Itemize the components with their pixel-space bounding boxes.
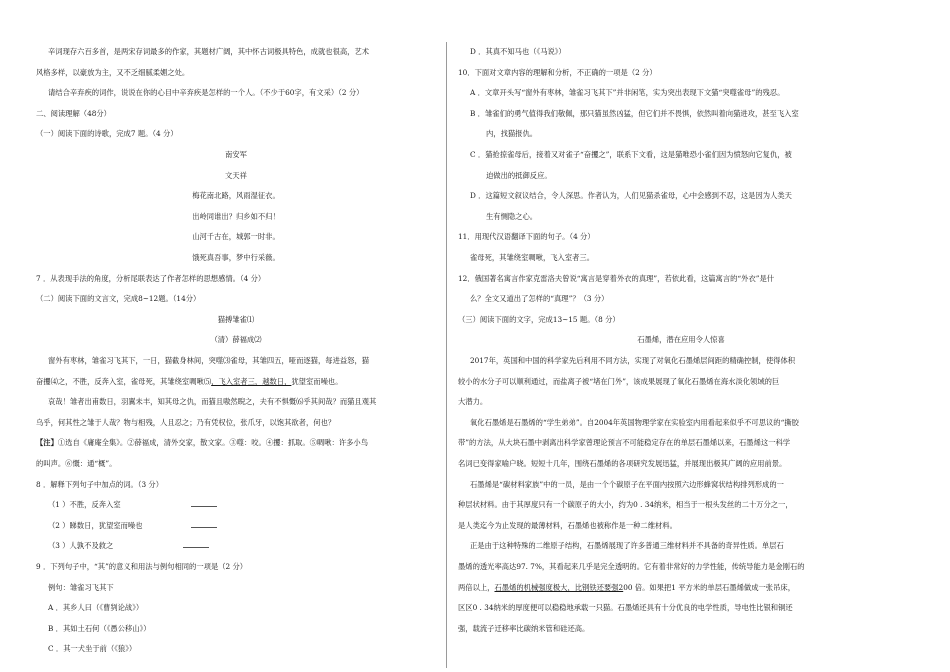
line-text: 奋攫⑷之，不胜，反奔入室，雀母死，其雏绕室啁啾⑸ <box>36 376 212 386</box>
text-line <box>458 377 779 387</box>
line-text: ①选自《庸庵全集》。②薛福成，清外交家，散文家。③噬：咬。④攫：抓取。⑤啁啾：许多小鸟 <box>57 438 369 448</box>
text-line <box>458 603 793 613</box>
text-line <box>458 459 786 469</box>
text-line <box>470 191 792 201</box>
line-text: 雀母死，其雏绕室啁啾，飞入室者三。 <box>470 253 595 262</box>
text-line <box>458 232 595 242</box>
text-line <box>458 624 589 634</box>
line-text: 请结合辛弃疾的词作，说说在你的心目中辛弃疾是怎样的一个人。（不少于60字，有文采）（2 分） <box>48 88 364 98</box>
text-line <box>48 624 151 634</box>
line-text: 梅花南北路，风雨湿征衣。 <box>192 191 280 201</box>
line-text: 出岭同谁出？归乡如不归！ <box>192 211 280 221</box>
text-line <box>36 377 342 387</box>
line-text: B ．其如土石何（《愚公移山》） <box>48 623 151 633</box>
text-line <box>36 438 368 448</box>
text-line <box>458 583 795 593</box>
line-text: 乌乎，何其性之雏于人哉？物与相残，人且忍之；乃有凭权位，张爪牙，以饱其欲者，何也？ <box>36 417 336 427</box>
text-line <box>48 583 114 593</box>
line-text: 带”的方法，从大块石墨中剥离出科学家曾理论预言不可能稳定存在的单层石墨烯以来，石墨烯这一科学 <box>458 438 791 448</box>
line-text: 例句：雏雀习飞其下 <box>48 582 114 592</box>
line-text: 犹望室而噪也。 <box>291 376 343 386</box>
line-text: 较小的水分子可以顺利通过，而盐离子被“堵在门外”，该成果展现了氧化石墨烯在海水淡化领域的巨 <box>458 376 780 386</box>
line-text: 两倍以上， <box>458 582 495 592</box>
line-text: C ．猫抢掠雀母后，接着又对雀子“奋攫之”，联系下文看，这是猫唯恐小雀们因为愤怒向它复仇，被 <box>470 150 792 159</box>
text-line <box>48 644 136 654</box>
line-text: 文天祥 <box>225 170 247 180</box>
line-text: 二、阅读理解（48分） <box>36 108 111 118</box>
text-line <box>36 562 247 572</box>
line-text: 9 ．下列句子中，“其”的意义和用法与例句相同的一项是（2 分） <box>36 562 248 571</box>
line-text: 12．俄国著名寓言作家克雷洛夫曾说“寓言是穿着外衣的真理”，若依此看，这篇寓言的“外衣”是什 <box>458 273 775 283</box>
line-text: 哀哉！雏者出甫数日，羽翼未丰，知其母之仇，而猫且嗷然睨之，夫有不惧慨⑹乎其间哉？而猫且观其 <box>48 397 377 407</box>
line-text: D ．这篇短文叙议结合，令人深思。作者认为，人们见猫杀雀母，心中会感到不忍，这是因为人类天 <box>470 191 792 201</box>
answer-blank[interactable] <box>191 500 217 507</box>
line-text: B ．雏雀们的勇气值得我们敬佩，那只猫虽然凶猛，但它们并不畏惧，依然叫着向猫进攻，甚至飞入室 <box>470 108 799 118</box>
text-line <box>470 150 792 160</box>
text-line <box>48 541 209 551</box>
line-text: D ．其真不知马也（《马说》） <box>470 47 566 56</box>
text-line <box>36 294 200 304</box>
text-line <box>470 356 795 366</box>
text-line <box>48 500 217 510</box>
text-line <box>458 335 904 345</box>
line-text: A ．文章开头写“窗外有枣林，雏雀习飞其下”并非闲笔，实为突出表现下文猫“突噬雀母”的残忍。 <box>470 88 785 98</box>
text-line <box>36 68 189 78</box>
answer-blank[interactable] <box>191 521 217 528</box>
line-text: 的叫声。⑥慨：通“概”。 <box>36 459 117 468</box>
text-line <box>458 397 487 407</box>
line-text: 8 ．解释下列句子中加点的词。（3 分） <box>36 479 164 489</box>
line-text: 风格多样，以豪放为主，又不乏细腻柔媚之处。 <box>36 67 190 77</box>
line-text: 7 ．从表现手法的角度，分析尾联表达了作者怎样的思想感情。（4 分） <box>36 273 266 283</box>
line-text: A ．其乡人曰（《曹刿论战》） <box>48 603 144 613</box>
text-line <box>36 109 111 119</box>
text-line <box>470 88 784 98</box>
line-text: 猫搏雏雀⑴ <box>217 314 255 324</box>
line-text: 饿死真吾事，梦中行采薇。 <box>192 253 280 262</box>
text-line <box>486 171 552 181</box>
line-text: （1 ）不胜，反奔入室 <box>48 500 121 510</box>
text-line <box>48 47 369 57</box>
text-line <box>36 274 265 284</box>
answer-blank[interactable] <box>183 541 209 548</box>
text-line <box>36 212 436 222</box>
text-line <box>36 232 436 242</box>
column-divider <box>446 42 447 668</box>
line-text: 窗外有枣林，雏雀习飞其下，一日，猫截身林间，突噬⑶雀母，其雏四五，哑而逐猫，每进益怒，猫 <box>48 356 370 365</box>
line-text: 迫做出的抵御反应。 <box>486 170 552 180</box>
line-text: 么？全文又道出了怎样的“真理”？（3 分） <box>470 294 609 304</box>
line-text: （清）薛福成⑵ <box>210 335 262 345</box>
text-line <box>36 459 116 469</box>
text-line <box>36 129 178 139</box>
line-text: 石墨烯是“碳材料家族”中的一员，是由一个个碳原子在平面内按照六边形蜂窝状结构排列形成的一 <box>470 479 784 489</box>
text-line <box>36 171 436 181</box>
note-label: 【注】 <box>36 438 58 448</box>
text-line <box>48 603 143 613</box>
line-text: 生有恻隐之心。 <box>486 211 538 221</box>
line-text: 种层状材料。由于其厚度只有一个碳原子的大小，约为0 . 34纳米，相当于一根头发丝的二十万分之一， <box>458 500 793 510</box>
line-text: 南安军 <box>225 150 247 159</box>
line-text: 10．下面对文章内容的理解和分析，不正确的一项是（2 分） <box>458 67 657 77</box>
text-line <box>458 315 620 325</box>
line-text: 11．用现代汉语翻译下面的句子。（4 分） <box>458 232 595 242</box>
text-line <box>458 562 805 572</box>
text-line <box>48 521 217 531</box>
text-line <box>470 109 799 119</box>
text-line <box>470 418 799 428</box>
text-line <box>486 129 537 139</box>
underlined-text: 石墨烯的机械强度极大，比钢铁还要强2 <box>494 582 624 592</box>
text-line <box>36 335 436 345</box>
text-line <box>470 294 608 304</box>
line-text: （3 ）人孰不及救之 <box>48 541 114 551</box>
line-text: 区区0 . 34纳米的厚度便可以稳稳地承载一只猫。石墨烯还具有十分优良的电学性质，导电性比银和铜还 <box>458 603 793 613</box>
text-line <box>48 397 376 407</box>
underlined-text: ，飞入室者三，越数日， <box>211 376 292 386</box>
text-line <box>36 418 335 428</box>
line-text: 00 倍。如果把1 平方米的单层石墨烯做成一张吊床， <box>623 582 795 592</box>
text-line <box>36 253 436 263</box>
line-text: 2017年，英国和中国的科学家先后利用不同方法，实现了对氧化石墨烯层间距的精确控制，使得体积 <box>470 356 796 365</box>
line-text: 强，载流子迁移率比碳纳米管和硅还高。 <box>458 623 590 633</box>
line-text: 名词已变得家喻户晓。短短十几年，围绕石墨烯的各项研究发展迅猛，并展现出极其广阔的应用前景。 <box>458 459 787 468</box>
line-text: 墨烯的透光率高达97. 7%，其看起来几乎是完全透明的。它有着非常好的力学性能，传统导能力是金刚石的 <box>458 562 805 571</box>
line-text: （2 ）睇数日，犹望室而噪也 <box>48 520 143 530</box>
text-line <box>470 253 594 263</box>
text-line <box>458 68 657 78</box>
text-line <box>48 356 369 366</box>
text-line <box>36 480 163 490</box>
line-text: 辛词现存六百多首，是两宋存词最多的作家，其题材广阔，其中怀古词极具特色，成就也很高，艺术 <box>48 47 370 56</box>
line-text: （一）阅读下面的诗歌，完成7 题。（4 分） <box>36 129 178 139</box>
text-line <box>470 541 784 551</box>
text-line <box>458 274 774 284</box>
text-line <box>48 88 363 98</box>
text-line <box>36 150 436 160</box>
line-text: （二）阅读下面的文言文，完成8~12题。（14分） <box>36 294 201 304</box>
line-text: 正是由于这种特殊的二维原子结构，石墨烯展现了许多普通三维材料并不具备的奇异性质。单层石 <box>470 541 784 551</box>
line-text: 石墨烯，潜在应用令人惊喜 <box>637 335 725 345</box>
text-line <box>458 500 793 510</box>
line-text: 是人类迄今为止发现的最薄材料，石墨烯也被称作是一种二维材料。 <box>458 520 677 530</box>
text-line <box>470 47 566 57</box>
line-text: （三）阅读下面的文字，完成13~15 题。（8 分） <box>458 314 620 324</box>
text-line <box>458 521 677 531</box>
line-text: 大潜力。 <box>458 397 488 407</box>
text-line <box>470 480 784 490</box>
line-text: 氧化石墨烯是石墨烯的“学生弟弟”。自2004年英国物理学家在实验室内用看起来似乎不可思议的“撕胶 <box>470 417 799 427</box>
text-line <box>36 191 436 201</box>
line-text: 内，找猫报仇。 <box>486 129 538 139</box>
line-text: 山河千古在，城郭一时非。 <box>192 232 280 242</box>
text-line <box>458 438 790 448</box>
text-line <box>36 315 436 325</box>
line-text: C ．其一犬坐于前（《狼》） <box>48 644 137 654</box>
text-line <box>486 212 537 222</box>
